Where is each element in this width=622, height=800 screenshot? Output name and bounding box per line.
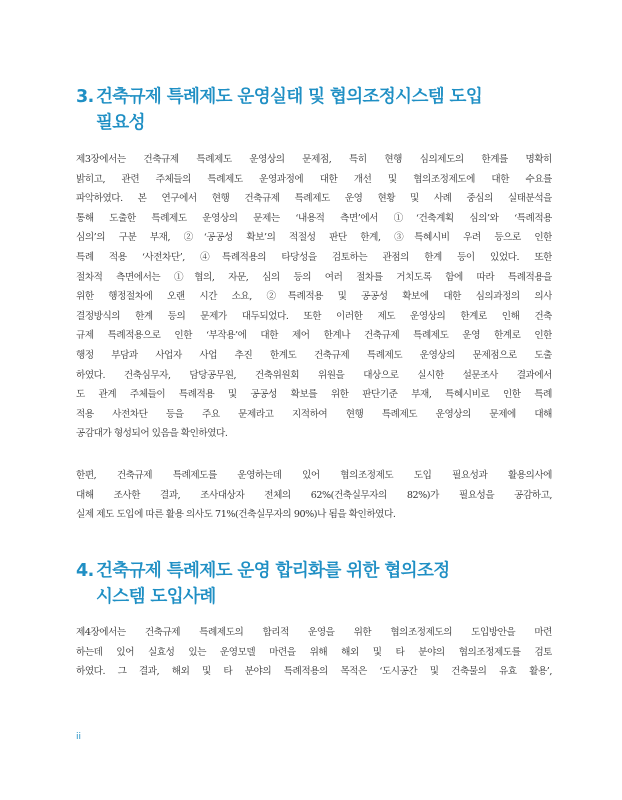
text-line: 하는데 있어 실효성 있는 운영모델 마련을 위해 해외 및 타 분야의 협의조정제도를 검토 (76, 646, 552, 658)
text-line: 도 관계 주체들이 특례적용 및 공공성 확보를 위한 판단기준 부재, 특혜시비로 인한 특례 (76, 389, 552, 401)
text-line: 심의’의 구분 부재, ②‘공공성 확보’의 적절성 판단 한계, ③특혜시비 우려 등으로 인한 (76, 232, 552, 244)
section-3-paragraph-2 (76, 466, 552, 525)
page-number: ii (76, 732, 82, 742)
text-line: 밝히고, 관련 주체들의 특례제도 운영과정에 대한 개선 및 협의조정제도에 대한 수요를 (76, 173, 552, 185)
text-line: 절차적 측면에서는 ①협의, 자문, 심의 등의 여러 절차를 거치도록 함에 따라 특례적용을 (76, 271, 552, 283)
section-3-paragraph-1 (76, 150, 552, 444)
section-4-title-line1: 건축규제 특례제도 운영 합리화를 위한 협의조정 (96, 561, 450, 581)
section-4-title-line2: 시스템 도입사례 (96, 587, 216, 607)
text-line: 하였다. 그 결과, 해외 및 타 분야의 특례적용의 목적은 ‘도시공간 및 건축물의 유효 활용’, (76, 666, 552, 678)
text-line: 위한 행정절차에 오랜 시간 소요, ②특례적용 및 공공성 확보에 대한 심의과정의 의사 (76, 291, 552, 303)
section-4-paragraph-1 (76, 623, 552, 682)
section-3-title-line1: 건축규제 특례제도 운영실태 및 협의조정시스템 도입 (96, 87, 483, 107)
text-line: 제3장에서는 건축규제 특례제도 운영상의 문제점, 특히 현행 심의제도의 한계를 명확히 (76, 154, 552, 165)
text-line: 실제 제도 도입에 따른 활용 의사도 71%(건축실무자의 90%)나 됨을 확인하였다. (76, 509, 396, 521)
text-line: 특례 적용 ‘사전차단’, ④특례적용의 타당성을 검토하는 관점의 한계 등이 있었다. 또한 (76, 251, 552, 263)
section-3-title-line2: 필요성 (96, 113, 145, 133)
section-3-number: 3. (76, 87, 94, 107)
text-line: 통해 도출한 특례제도 운영상의 문제는 ‘내용적 측면’에서 ①‘건축계획 심의’와 ‘특례적용 (76, 212, 552, 224)
section-3-heading (76, 84, 552, 136)
text-line: 결정방식의 한계 등의 문제가 대두되었다. 또한 이러한 제도 운영상의 한계로 인해 건축 (76, 310, 552, 322)
text-line: 파악하였다. 본 연구에서 현행 건축규제 특례제도 운영 현황 및 사례 중심의 실태분석을 (76, 193, 552, 205)
text-line: 행정 부담과 사업자 사업 추진 한계도 건축규제 특례제도 운영상의 문제점으로 도출 (76, 349, 552, 361)
text-line: 규제 특례적용으로 인한 ‘부작용’에 대한 제어 한계나 건축규제 특례제도 운영 한계로 인한 (76, 330, 552, 342)
text-line: 적용 사전차단 등을 주요 문제라고 지적하여 현행 특례제도 운영상의 문제에 대해 (76, 408, 552, 420)
text-line: 대해 조사한 결과, 조사대상자 전체의 62%(건축실무자의 82%)가 필요성을 공감하고, (76, 489, 552, 501)
text-line: 한편, 건축규제 특례제도를 운영하는데 있어 협의조정제도 도입 필요성과 활용의사에 (76, 470, 552, 481)
section-4-number: 4. (76, 561, 94, 581)
section-4-heading (76, 558, 552, 610)
text-line: 하였다. 건축심무자, 담당공무원, 건축위원회 위원을 대상으로 실시한 설문조사 결과에서 (76, 369, 552, 381)
text-line: 제4장에서는 건축규제 특례제도의 합리적 운영을 위한 협의조정제도의 도입방안을 마련 (76, 627, 552, 638)
text-line: 공감대가 형성되어 있음을 확인하였다. (76, 428, 228, 440)
